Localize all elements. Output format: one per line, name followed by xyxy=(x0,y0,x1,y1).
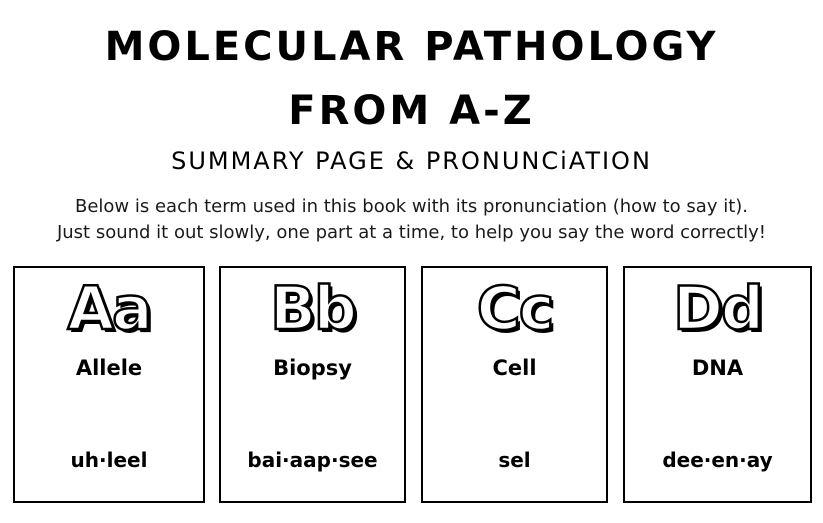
page-subtitle: SUMMARY PAGE & PRONUNCiATION xyxy=(171,147,652,175)
term-card-d xyxy=(623,266,812,503)
letter-heading: Dd xyxy=(673,274,762,344)
letter-heading: Cc xyxy=(476,274,553,344)
term-pronunciation: sel xyxy=(498,448,531,472)
term-pronunciation: uh·leel xyxy=(70,448,148,472)
term-name: Biopsy xyxy=(273,356,352,380)
term-card-b xyxy=(219,266,406,503)
term-card-a xyxy=(13,266,205,503)
term-name: Cell xyxy=(492,356,537,380)
letter-heading: Bb xyxy=(270,274,355,344)
term-pronunciation: dee·en·ay xyxy=(662,448,773,472)
term-card-c xyxy=(421,266,608,503)
title-line-2: FROM A-Z xyxy=(288,88,535,134)
term-pronunciation: bai·aap·see xyxy=(247,448,378,472)
intro-text-line-2: Just sound it out slowly, one part at a time, to help you say the word correctly! xyxy=(56,222,767,243)
term-name: Allele xyxy=(75,356,143,380)
intro-text-line-1: Below is each term used in this book with its pronunciation (how to say it). xyxy=(74,196,748,217)
title-line-1: MOLECULAR PATHOLOGY xyxy=(104,24,719,70)
letter-heading: Aa xyxy=(67,274,151,344)
term-name: DNA xyxy=(691,356,744,380)
